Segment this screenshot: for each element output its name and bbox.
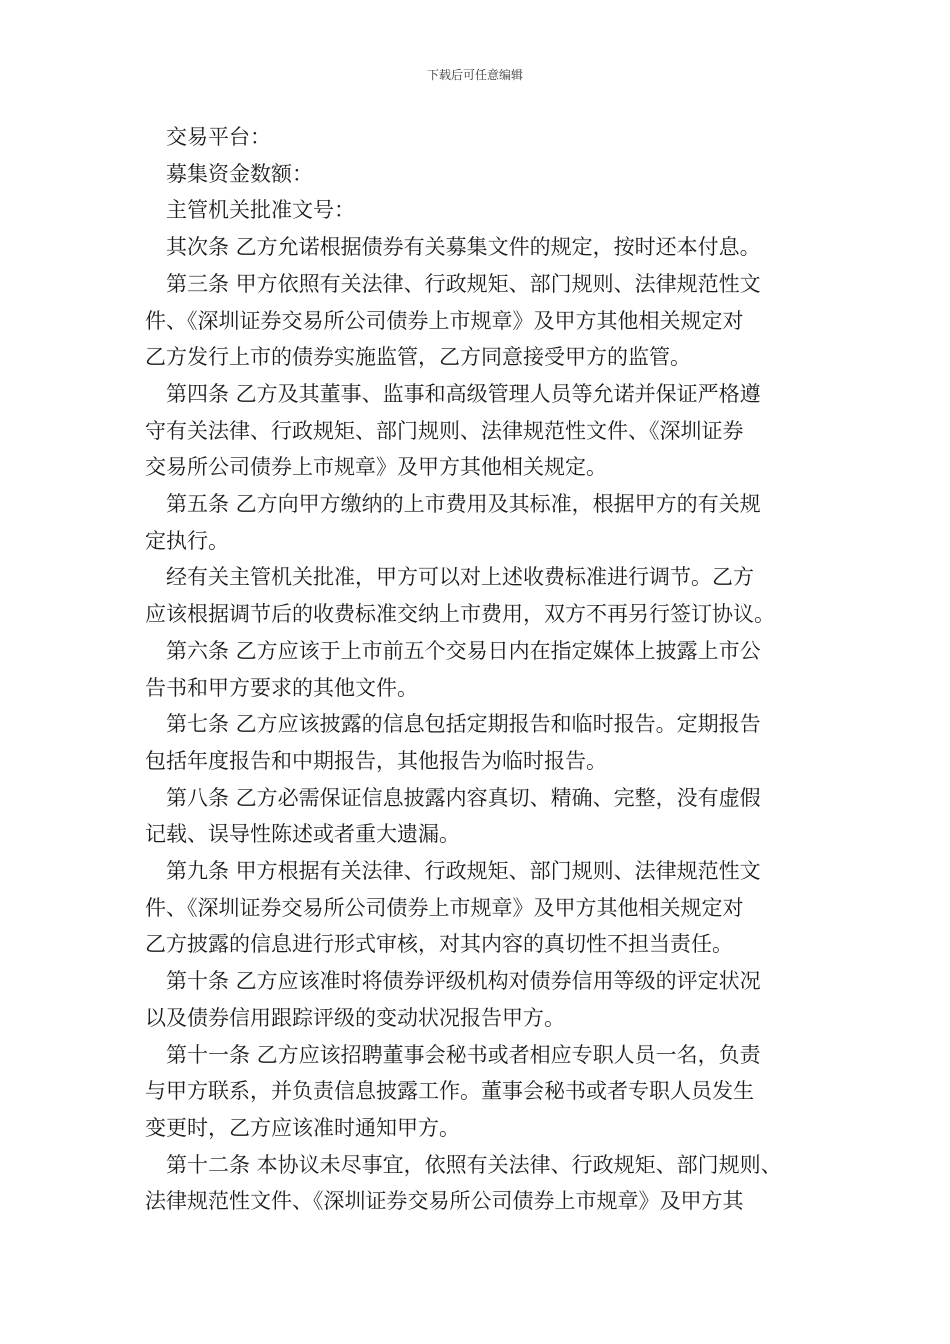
text-line: 件、《深圳证券交易所公司债券上市规章》及甲方其他相关规定对 [145,895,744,920]
text-line: 第三条 甲方依照有关法律、行政规矩、部门规则、法律规范性文 [166,271,761,296]
paragraph-article-2 [145,229,825,266]
page-header-note: 下载后可任意编辑 [426,68,523,82]
text-line: 告书和甲方要求的其他文件。 [145,675,418,700]
text-line: 交易平台： [166,125,271,149]
text-line: 与甲方联系，并负责信息披露工作。董事会秘书或者专职人员发生 [145,1079,754,1104]
paragraph-fee-adjustment [145,559,825,632]
text-line: 第五条 乙方向甲方缴纳的上市费用及其标准，根据甲方的有关规 [166,492,761,517]
paragraph-article-4 [145,376,825,486]
paragraph-article-3 [145,266,825,376]
text-line: 守有关法律、行政规矩、部门规则、法律规范性文件、《深圳证券 [145,418,744,443]
text-line: 交易所公司债券上市规章》及甲方其他相关规定。 [145,455,607,480]
paragraph-approval-number [145,192,825,229]
text-line: 以及债券信用跟踪评级的变动状况报告甲方。 [145,1005,565,1030]
paragraph-article-12 [145,1147,825,1220]
text-line: 件、《深圳证券交易所公司债券上市规章》及甲方其他相关规定对 [145,308,744,333]
text-line: 定执行。 [145,528,229,553]
paragraph-article-7 [145,706,825,779]
text-line: 记载、误导性陈述或者重大遗漏。 [145,822,460,847]
text-line: 第九条 甲方根据有关法律、行政规矩、部门规则、法律规范性文 [166,859,761,884]
paragraph-article-10 [145,963,825,1036]
document-body [145,119,825,1220]
text-line: 第十二条 本协议未尽事宜，依照有关法律、行政规矩、部门规则、 [166,1152,782,1177]
paragraph-fund-amount [145,156,825,193]
text-line: 募集资金数额： [166,161,313,186]
text-line: 法律规范性文件、《深圳证券交易所公司债券上市规章》及甲方其 [145,1189,744,1214]
text-line: 第七条 乙方应该披露的信息包括定期报告和临时报告。定期报告 [166,712,761,737]
text-line: 第六条 乙方应该于上市前五个交易日内在指定媒体上披露上市公 [166,638,761,663]
text-line: 主管机关批准文号： [166,198,355,223]
paragraph-article-5 [145,486,825,559]
text-line: 第四条 乙方及其董事、监事和高级管理人员等允诺并保证严格遵 [166,381,761,406]
text-line: 乙方披露的信息进行形式审核，对其内容的真切性不担当责任。 [145,932,733,957]
text-line: 应该根据调节后的收费标准交纳上市费用，双方不再另行签订协议。 [145,602,775,627]
text-line: 经有关主管机关批准，甲方可以对上述收费标准进行调节。乙方 [166,565,754,590]
text-line: 第八条 乙方必需保证信息披露内容真切、精确、完整，没有虚假 [166,785,761,810]
paragraph-article-8 [145,780,825,853]
text-line: 第十条 乙方应该准时将债券评级机构对债券信用等级的评定状况 [166,969,761,994]
paragraph-article-11 [145,1037,825,1147]
text-line: 第十一条 乙方应该招聘董事会秘书或者相应专职人员一名，负责 [166,1042,761,1067]
text-line: 乙方发行上市的债券实施监管，乙方同意接受甲方的监管。 [145,345,691,370]
paragraph-trading-platform [145,119,825,156]
paragraph-article-9 [145,853,825,963]
text-line: 包括年度报告和中期报告，其他报告为临时报告。 [145,748,607,773]
text-line: 其次条 乙方允诺根据债券有关募集文件的规定，按时还本付息。 [166,235,761,260]
text-line: 变更时，乙方应该准时通知甲方。 [145,1115,460,1140]
paragraph-article-6 [145,633,825,706]
